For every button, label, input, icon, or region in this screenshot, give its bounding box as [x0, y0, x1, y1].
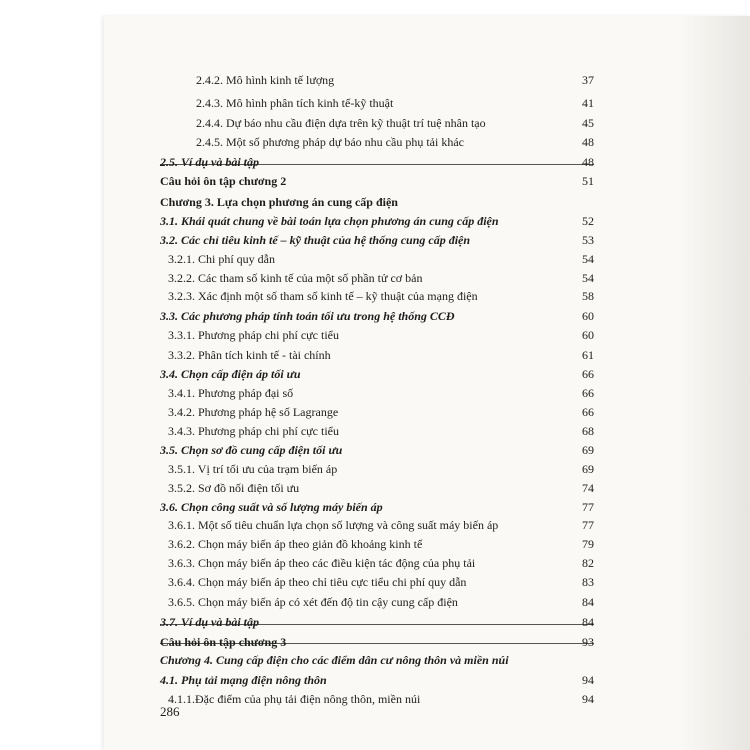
toc-entry — [104, 573, 594, 591]
toc-entry-page: 54 — [582, 252, 594, 266]
toc-entry — [104, 671, 594, 689]
toc-entry-title: Chương 4. Cung cấp điện cho các điểm dân cư nông thôn và miền núi — [160, 653, 509, 667]
toc-entry — [104, 269, 594, 287]
toc-entry-page: 45 — [582, 116, 594, 130]
toc-entry — [104, 71, 594, 89]
toc-entry-title: 2.4.5. Một số phương pháp dự báo nhu cầu phụ tải khác — [196, 135, 464, 149]
toc-entry — [104, 114, 594, 132]
toc-entry-page: 66 — [582, 367, 594, 381]
toc-entry-page: 60 — [582, 328, 594, 342]
toc-entry — [104, 422, 594, 440]
toc-entry-page: 84 — [582, 615, 594, 629]
toc-entry-page: 54 — [582, 271, 594, 285]
toc-entry-page: 93 — [582, 635, 594, 649]
toc-entry-page: 69 — [582, 443, 594, 457]
toc-entry — [104, 133, 594, 151]
toc-entry — [104, 193, 594, 211]
toc-entry — [104, 250, 594, 268]
toc-entry-title: 3.4.1. Phương pháp đại số — [168, 386, 294, 400]
toc-entry — [104, 633, 594, 651]
toc-entry-title: 3.6.1. Một số tiêu chuẩn lựa chọn số lượng và công suất máy biến áp — [168, 518, 499, 532]
toc-entry-page: 52 — [582, 214, 594, 228]
toc-entry-title: 3.6.4. Chọn máy biến áp theo chỉ tiêu cực tiểu chi phí quy dẫn — [168, 575, 467, 589]
toc-entry-title: Chương 3. Lựa chọn phương án cung cấp điện — [160, 195, 398, 209]
toc-entry — [104, 287, 594, 305]
toc-entry — [104, 326, 594, 344]
toc-entry — [104, 441, 594, 459]
toc-entry-page: 58 — [582, 289, 594, 303]
page-number: 286 — [160, 704, 180, 719]
toc-entry — [104, 153, 594, 171]
toc-entry-title: 4.1.1.Đặc điểm của phụ tải điện nông thôn, miền núi — [168, 692, 421, 706]
toc-entry-title: 2.5. Ví dụ và bài tập — [160, 155, 260, 169]
toc-entry — [104, 231, 594, 249]
toc-entry-title: 4.1. Phụ tải mạng điện nông thôn — [160, 673, 327, 687]
toc-entry-title: 3.5.1. Vị trí tối ưu của trạm biến áp — [168, 462, 338, 476]
toc-entry-title: 3.7. Ví dụ và bài tập — [160, 615, 260, 629]
toc-entry-page: 41 — [582, 96, 594, 110]
toc-entry-page: 48 — [582, 135, 594, 149]
toc-entry-page: 51 — [582, 174, 594, 188]
toc-entry-page: 66 — [582, 405, 594, 419]
toc-entry-page: 94 — [582, 673, 594, 687]
toc-entry-title: 3.3.1. Phương pháp chi phí cực tiểu — [168, 328, 339, 342]
toc-entry-page: 53 — [582, 233, 594, 247]
toc-entry-title: 3.2. Các chỉ tiêu kinh tế – kỹ thuật của hệ thống cung cấp điện — [160, 233, 471, 247]
toc-entry-title: 3.6.3. Chọn máy biến áp theo các điều kiện tác động của phụ tải — [168, 556, 476, 570]
toc-entry-page: 68 — [582, 424, 594, 438]
toc-entry-title: 3.3.2. Phân tích kinh tế - tài chính — [168, 348, 331, 362]
toc-entry-title: 2.4.4. Dự báo nhu cầu điện dựa trên kỹ thuật trí tuệ nhân tạo — [196, 116, 486, 130]
toc-entry-page: 69 — [582, 462, 594, 476]
book-page — [104, 16, 750, 750]
toc-entry-title: Câu hỏi ôn tập chương 2 — [160, 174, 287, 188]
toc-entry — [104, 593, 594, 611]
toc-entry-page: 84 — [582, 595, 594, 609]
toc-entry-page: 79 — [582, 537, 594, 551]
toc-entry-title: 3.5. Chọn sơ đồ cung cấp điện tối ưu — [160, 443, 343, 457]
toc-entry-title: 3.3. Các phương pháp tính toán tối ưu trong hệ thống CCĐ — [160, 309, 455, 323]
toc-entry-page: 77 — [582, 518, 594, 532]
toc-entry-page: 83 — [582, 575, 594, 589]
toc-entry-page: 37 — [582, 73, 594, 87]
toc-entry-title: 3.2.3. Xác định một số tham số kinh tế – kỹ thuật của mạng điện — [168, 289, 478, 303]
toc-entry — [104, 535, 594, 553]
toc-entry-title: 3.4.3. Phương pháp chi phí cực tiểu — [168, 424, 339, 438]
toc-entry-page: 74 — [582, 481, 594, 495]
toc-entry-title: 3.2.1. Chi phí quy dẫn — [168, 252, 275, 266]
toc-entry — [104, 479, 594, 497]
toc-entry-title: 3.1. Khái quát chung về bài toán lựa chọn phương án cung cấp điện — [160, 214, 499, 228]
toc-entry — [104, 212, 594, 230]
toc-entry — [104, 346, 594, 364]
toc-entry — [104, 172, 594, 190]
toc-entry-title: 3.6. Chọn công suất và số lượng máy biến áp — [160, 500, 383, 514]
toc-entry — [104, 460, 594, 478]
page-shadow — [680, 16, 750, 750]
toc-entry-title: 2.4.3. Mô hình phân tích kinh tế-kỹ thuật — [196, 96, 394, 110]
toc-entry-page: 60 — [582, 309, 594, 323]
toc-entry-title: 3.4. Chọn cấp điện áp tối ưu — [160, 367, 301, 381]
toc-entry — [104, 403, 594, 421]
toc-entry-page: 61 — [582, 348, 594, 362]
toc-entry-title: 3.4.2. Phương pháp hệ số Lagrange — [168, 405, 339, 419]
toc-entry — [104, 498, 594, 516]
toc-entry — [104, 384, 594, 402]
toc-entry-title: 3.5.2. Sơ đồ nối điện tối ưu — [168, 481, 300, 495]
toc-entry — [104, 651, 594, 669]
toc-entry-title: 3.6.2. Chọn máy biến áp theo giản đồ khoảng kinh tế — [168, 537, 423, 551]
toc-entry-title: 3.2.2. Các tham số kinh tế của một số phần tử cơ bản — [168, 271, 423, 285]
toc-entry-title: 3.6.5. Chọn máy biến áp có xét đến độ tin cậy cung cấp điện — [168, 595, 458, 609]
toc-entry — [104, 554, 594, 572]
toc-entry-title: Câu hỏi ôn tập chương 3 — [160, 635, 287, 649]
toc-entry-page: 82 — [582, 556, 594, 570]
toc-entry-page: 77 — [582, 500, 594, 514]
toc-entry — [104, 365, 594, 383]
toc-entry-page: 66 — [582, 386, 594, 400]
toc-entry — [104, 307, 594, 325]
toc-entry — [104, 516, 594, 534]
toc-entry-page: 48 — [582, 155, 594, 169]
toc-entry-title: 2.4.2. Mô hình kinh tế lượng — [196, 73, 335, 87]
toc-entry — [104, 613, 594, 631]
toc-entry-page: 94 — [582, 692, 594, 706]
toc-entry — [104, 94, 594, 112]
